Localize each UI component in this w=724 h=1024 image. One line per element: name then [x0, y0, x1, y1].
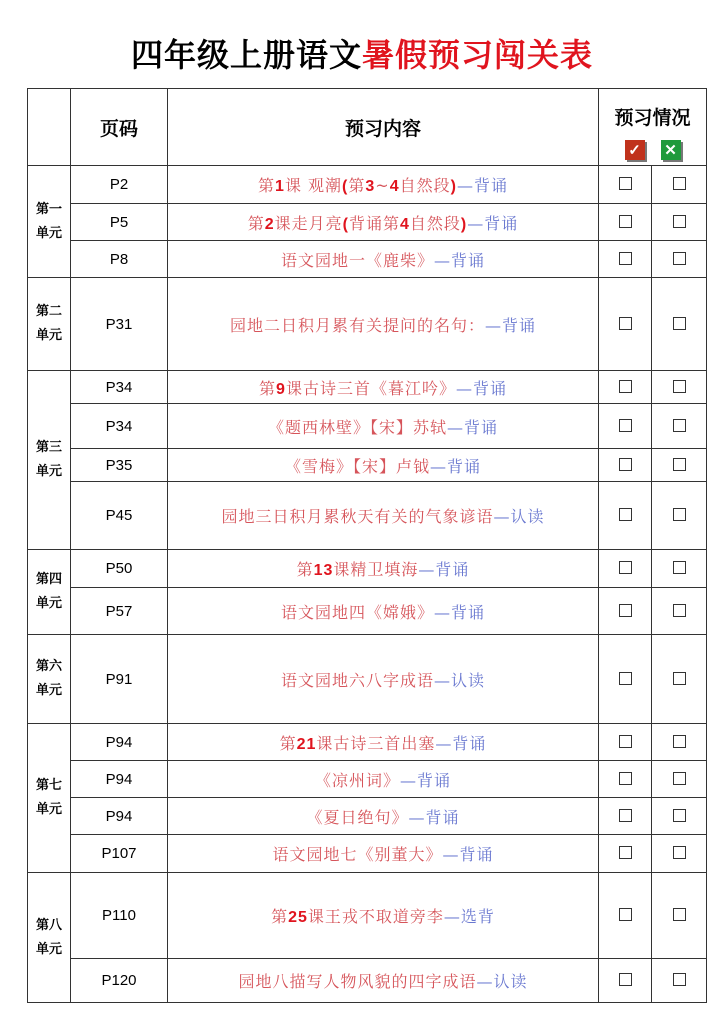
content-part: 课古诗三首出塞	[316, 733, 436, 753]
content-part: —认读	[493, 507, 545, 526]
page-number: P50	[71, 550, 168, 588]
page-number: P94	[71, 798, 168, 835]
content-part: 21	[296, 735, 317, 753]
preview-content	[168, 798, 599, 835]
preview-content	[168, 588, 599, 635]
preview-content	[168, 404, 599, 449]
table-row	[28, 241, 707, 278]
check-icon: ✓	[625, 140, 645, 160]
todo-checkbox[interactable]	[673, 380, 686, 393]
todo-cell[interactable]	[652, 835, 707, 873]
todo-cell[interactable]	[652, 404, 707, 449]
content-part: —背诵	[485, 315, 537, 335]
page-title	[0, 30, 724, 76]
content-part: 课 观潮	[284, 176, 343, 195]
table-row	[28, 873, 707, 959]
page-number: P35	[71, 449, 168, 482]
todo-checkbox[interactable]	[673, 604, 686, 617]
page-number: P31	[71, 278, 168, 371]
done-cell[interactable]	[599, 482, 652, 550]
table-row	[28, 959, 707, 1003]
cross-icon: ✕	[661, 140, 681, 160]
done-checkbox[interactable]	[619, 380, 632, 393]
page-number: P45	[71, 482, 168, 550]
unit-label	[28, 724, 71, 873]
content-part: —背诵	[447, 417, 499, 437]
page-number: P57	[71, 588, 168, 635]
done-cell[interactable]	[599, 635, 652, 724]
content-part: 语文园地六八字成语	[280, 670, 434, 690]
preview-content	[168, 371, 599, 404]
content-part: )	[460, 215, 468, 233]
preview-content	[168, 550, 599, 588]
done-checkbox[interactable]	[619, 772, 632, 785]
content-part: 课古诗三首《暮江吟》	[285, 378, 456, 398]
content-part: 课精卫填海	[333, 560, 419, 579]
preview-content	[168, 835, 599, 873]
done-cell[interactable]	[599, 761, 652, 798]
content-part: 《题西林壁》【宋】苏轼	[267, 417, 447, 437]
preview-content	[168, 449, 599, 482]
content-part: —背诵	[408, 807, 460, 827]
done-cell[interactable]	[599, 550, 652, 588]
done-checkbox[interactable]	[619, 458, 632, 471]
todo-cell[interactable]	[652, 724, 707, 761]
content-part: 园地三日积月累秋天有关的气象谚语	[221, 507, 494, 526]
content-part: —认读	[476, 972, 528, 991]
page-number: P110	[71, 873, 168, 959]
content-part: —选背	[443, 907, 495, 926]
content-part: )	[450, 178, 457, 195]
preview-content	[168, 873, 599, 959]
done-cell[interactable]	[599, 404, 652, 449]
table-row	[28, 371, 707, 404]
todo-checkbox[interactable]	[673, 252, 686, 265]
title-black: 四年级上册语文	[130, 36, 362, 74]
done-checkbox[interactable]	[619, 508, 632, 521]
todo-cell[interactable]	[652, 635, 707, 724]
content-part: 3	[365, 178, 376, 195]
content-part: 背诵第	[348, 213, 400, 233]
unit-label	[28, 371, 71, 550]
content-part: 自然段	[399, 176, 451, 195]
content-part: 《凉州词》	[314, 770, 400, 790]
content-part: 4	[400, 215, 410, 233]
content-part: —背诵	[434, 602, 486, 622]
page-number: P91	[71, 635, 168, 724]
content-part: 语文园地七《别董大》	[272, 845, 443, 864]
content-part: 第	[279, 733, 297, 753]
unit-name: 第六单元	[35, 659, 62, 698]
table-row	[28, 588, 707, 635]
content-part: —背诵	[435, 733, 487, 753]
done-checkbox[interactable]	[619, 317, 632, 330]
preview-table	[27, 88, 707, 1003]
unit-name: 第七单元	[35, 778, 62, 817]
table-row	[28, 724, 707, 761]
done-checkbox[interactable]	[619, 419, 632, 432]
content-part: 2	[264, 215, 275, 233]
content-part: 园地八描写人物风貌的四字成语	[238, 972, 477, 991]
done-checkbox[interactable]	[619, 846, 632, 859]
content-part: 《雪梅》【宋】卢钺	[284, 456, 430, 476]
preview-content	[168, 204, 599, 241]
todo-cell[interactable]	[652, 241, 707, 278]
content-part: 1	[275, 178, 285, 195]
preview-content	[168, 635, 599, 724]
content-part: —背诵	[455, 378, 507, 398]
todo-checkbox[interactable]	[673, 772, 686, 785]
todo-cell[interactable]	[652, 482, 707, 550]
todo-cell[interactable]	[652, 798, 707, 835]
done-cell[interactable]	[599, 835, 652, 873]
status-label: 预习情况	[614, 107, 691, 129]
content-part: —背诵	[400, 770, 452, 790]
content-part: 第	[271, 907, 289, 926]
page-number: P94	[71, 724, 168, 761]
page-number: P34	[71, 404, 168, 449]
content-part: —背诵	[430, 456, 482, 476]
done-checkbox[interactable]	[619, 672, 632, 685]
content-part: —背诵	[456, 176, 508, 195]
content-part: 13	[313, 562, 334, 579]
done-cell[interactable]	[599, 371, 652, 404]
done-cell[interactable]	[599, 798, 652, 835]
table-row	[28, 835, 707, 873]
todo-checkbox[interactable]	[673, 215, 686, 228]
content-part: 9	[276, 380, 286, 398]
done-checkbox[interactable]	[619, 809, 632, 822]
todo-checkbox[interactable]	[673, 809, 686, 822]
content-part: 课走月亮	[274, 213, 343, 233]
done-cell[interactable]	[599, 873, 652, 959]
done-cell[interactable]	[599, 449, 652, 482]
todo-checkbox[interactable]	[673, 672, 686, 685]
content-part: 语文园地四《嫦娥》	[280, 602, 434, 622]
done-checkbox[interactable]	[619, 252, 632, 265]
unit-name: 第二单元	[35, 304, 62, 343]
done-checkbox[interactable]	[619, 215, 632, 228]
todo-cell[interactable]	[652, 959, 707, 1003]
content-part: —背诵	[442, 845, 494, 864]
table-row	[28, 798, 707, 835]
table-row	[28, 166, 707, 204]
todo-cell[interactable]	[652, 204, 707, 241]
content-part: (	[342, 215, 349, 233]
todo-checkbox[interactable]	[673, 419, 686, 432]
preview-content	[168, 724, 599, 761]
page-number: P34	[71, 371, 168, 404]
table-row	[28, 635, 707, 724]
unit-label	[28, 166, 71, 278]
title-red: 暑假预习闯关表	[362, 36, 594, 74]
table-row	[28, 204, 707, 241]
preview-content	[168, 761, 599, 798]
content-part: —背诵	[434, 250, 486, 270]
todo-checkbox[interactable]	[673, 508, 686, 521]
table-row	[28, 278, 707, 371]
done-cell[interactable]	[599, 959, 652, 1003]
unit-name: 第一单元	[35, 201, 62, 241]
table-row	[28, 550, 707, 588]
todo-cell[interactable]	[652, 278, 707, 371]
preview-content	[168, 166, 599, 204]
content-part: 园地二日积月累有关提问的名句：	[229, 315, 485, 335]
done-cell[interactable]	[599, 278, 652, 371]
status-header	[599, 89, 707, 166]
table-row	[28, 761, 707, 798]
todo-checkbox[interactable]	[673, 317, 686, 330]
todo-cell[interactable]	[652, 371, 707, 404]
content-part: 课王戎不取道旁李	[307, 907, 444, 926]
unit-label	[28, 550, 71, 635]
done-checkbox[interactable]	[619, 973, 632, 986]
todo-checkbox[interactable]	[673, 908, 686, 921]
todo-checkbox[interactable]	[673, 846, 686, 859]
table-row	[28, 449, 707, 482]
content-part: 语文园地一《鹿柴》	[280, 250, 434, 270]
preview-content	[168, 241, 599, 278]
content-part: 25	[288, 909, 308, 926]
todo-cell[interactable]	[652, 588, 707, 635]
page-number: P5	[71, 204, 168, 241]
content-part: (	[342, 178, 349, 195]
page-number: P2	[71, 166, 168, 204]
content-part: —背诵	[467, 213, 519, 233]
done-checkbox[interactable]	[619, 561, 632, 574]
preview-content	[168, 482, 599, 550]
content-part: 4	[389, 178, 400, 195]
page-number: P120	[71, 959, 168, 1003]
content-part: 《夏日绝句》	[306, 807, 409, 827]
todo-cell[interactable]	[652, 761, 707, 798]
table-row	[28, 482, 707, 550]
preview-content	[168, 278, 599, 371]
content-header: 预习内容	[168, 89, 599, 166]
todo-checkbox[interactable]	[673, 735, 686, 748]
content-part: 第	[348, 176, 366, 195]
page-number: P107	[71, 835, 168, 873]
todo-cell[interactable]	[652, 449, 707, 482]
todo-cell[interactable]	[652, 166, 707, 204]
todo-cell[interactable]	[652, 550, 707, 588]
content-part: 第	[247, 213, 265, 233]
content-part: —认读	[434, 670, 486, 690]
done-cell[interactable]	[599, 166, 652, 204]
done-cell[interactable]	[599, 241, 652, 278]
done-checkbox[interactable]	[619, 177, 632, 190]
done-cell[interactable]	[599, 588, 652, 635]
page-header: 页码	[71, 89, 168, 166]
todo-checkbox[interactable]	[673, 561, 686, 574]
todo-checkbox[interactable]	[673, 458, 686, 471]
todo-cell[interactable]	[652, 873, 707, 959]
todo-checkbox[interactable]	[673, 177, 686, 190]
unit-label	[28, 635, 71, 724]
unit-name: 第四单元	[35, 572, 62, 611]
done-checkbox[interactable]	[619, 604, 632, 617]
page-number: P94	[71, 761, 168, 798]
content-part: 第	[259, 378, 277, 398]
content-part: —背诵	[418, 560, 470, 579]
content-part: ~	[375, 176, 390, 195]
unit-header	[28, 89, 71, 166]
done-checkbox[interactable]	[619, 735, 632, 748]
content-part: 第	[296, 560, 314, 579]
done-cell[interactable]	[599, 724, 652, 761]
preview-content	[168, 959, 599, 1003]
unit-name: 第三单元	[35, 440, 62, 479]
done-checkbox[interactable]	[619, 908, 632, 921]
todo-checkbox[interactable]	[673, 973, 686, 986]
table-row	[28, 404, 707, 449]
content-part: 第	[258, 176, 276, 195]
unit-label	[28, 873, 71, 1003]
done-cell[interactable]	[599, 204, 652, 241]
page-number: P8	[71, 241, 168, 278]
content-part: 自然段	[409, 213, 461, 233]
unit-name: 第八单元	[35, 917, 62, 957]
unit-label	[28, 278, 71, 371]
